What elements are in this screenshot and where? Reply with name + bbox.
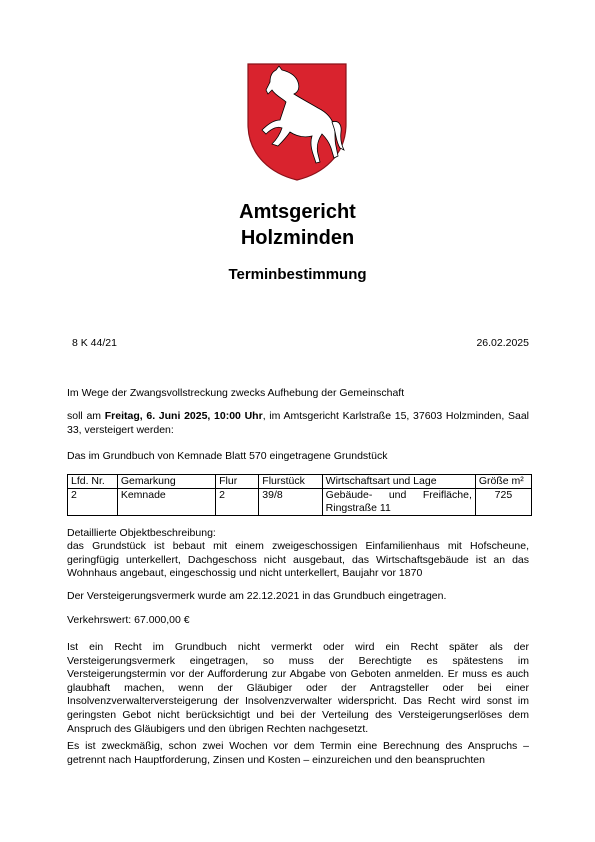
table-cell: 2 (216, 489, 259, 516)
description-text: das Grundstück ist bebaut mit einem zweigeschossigen Einfamilienhaus mit Hofscheune, geringfügig unterkellert, Dachgeschoss nicht ausgebaut, das Wirtschaftsgebäude ist an das Wohnhaus angebaut, eingeschossig und nicht unterkellert, Baujahr vor 1870 (67, 540, 529, 580)
table-header-cell: Wirtschaftsart und Lage (322, 475, 475, 489)
table-header-row (68, 475, 532, 489)
description-heading: Detaillierte Objektbeschreibung: (67, 527, 216, 539)
rights-paragraph: Ist ein Recht im Grundbuch nicht vermerkt oder wird ein Recht später als der Versteigerungsvermerk eingetragen, so muss der Berechtigte es spätestens im Versteigerungstermin vor der Aufforderung zur Abgabe von Geboten anmelden. Er muss es auch glaubhaft machen, wenn der Gläubiger oder der Antragsteller oder bei einer Insolvenzverwalterversteigerung der Insolvenzverwalter widerspricht. Das Recht wird sonst im geringsten Gebot nicht berücksichtigt und bei der Verteilung des Versteigerungserlöses dem Anspruch des Gläubigers und den übrigen Rechten nachgesetzt. (67, 641, 529, 735)
lower-saxony-horse-crest-icon (246, 62, 348, 182)
table-header-cell: Flurstück (259, 475, 322, 489)
court-name-line2: Holzminden (240, 227, 355, 249)
registry-line: Das im Grundbuch von Kemnade Blatt 570 eingetragene Grundstück (67, 450, 388, 462)
table-header-cell: Gemarkung (117, 475, 215, 489)
market-value: Verkehrswert: 67.000,00 € (67, 614, 190, 626)
table-cell: 725 (475, 489, 531, 516)
table-cell: 2 (68, 489, 118, 516)
table-header-cell: Flur (216, 475, 259, 489)
appointment-text (67, 410, 529, 437)
property-table (67, 474, 532, 516)
page-title: Terminbestimmung (228, 266, 367, 283)
table-header-cell: Größe m² (475, 475, 531, 489)
advice-paragraph: Es ist zweckmäßig, schon zwei Wochen vor dem Termin eine Berechnung des Anspruchs – getrennt nach Hauptforderung, Zinsen und Kosten – einzureichen und den beanspruchten (67, 740, 529, 766)
table-header-cell: Lfd. Nr. (68, 475, 118, 489)
file-number: 8 K 44/21 (72, 337, 117, 349)
document-date: 26.02.2025 (476, 337, 529, 349)
table-row (68, 489, 532, 516)
table-cell: Kemnade (117, 489, 215, 516)
court-name-line1: Amtsgericht (239, 201, 356, 223)
appointment-datetime: Freitag, 6. Juni 2025, 10:00 Uhr (104, 410, 263, 422)
table-cell: 39/8 (259, 489, 322, 516)
appointment-rest: , im Amtsgericht Karlstraße 15, 37603 Holzminden, Saal 33, versteigert werden: (67, 410, 529, 436)
appointment-prefix: soll am (67, 410, 105, 422)
intro-text: Im Wege der Zwangsvollstreckung zwecks Aufhebung der Gemeinschaft (67, 387, 405, 399)
registration-note: Der Versteigerungsvermerk wurde am 22.12.2021 in das Grundbuch eingetragen. (67, 590, 447, 602)
table-cell: Gebäude- und Freifläche, Ringstraße 11 (322, 489, 475, 516)
